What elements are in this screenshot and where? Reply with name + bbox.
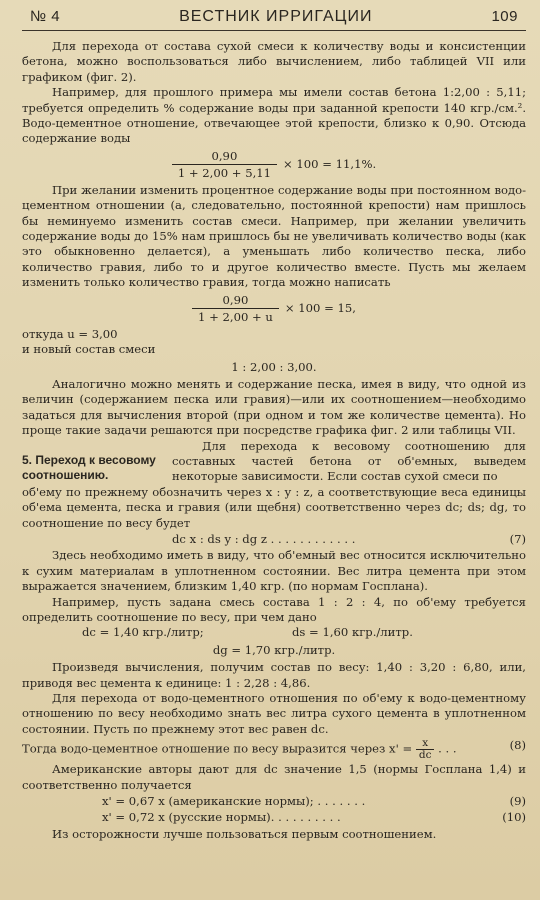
density-values-row	[22, 625, 526, 640]
density-gravel: dg = 1,70 кгр./литр.	[212, 642, 336, 657]
page-header	[22, 6, 526, 31]
equation-8-number: (8)	[509, 738, 526, 753]
section-5	[22, 439, 526, 485]
paragraph-1: Для перехода от состава сухой смеси к количеству воды и консистенции бетона, можно воспользоваться либо вычислением, либо таблицей VII или графиком (фиг. 2).	[22, 39, 526, 84]
paragraph-3: При желании изменить процентное содержание воды при постоянном водо-цементном отношении (а, следовательно, постоянной крепости) нам пришлось бы неминуемо изменить состав смеси. Например, при желании увеличить содержание воды до 15% нам пришлось бы не увеличивать количество воды (как это обыкновенно делается), а уменьшать либо количество песка, либо количество гравия, либо то и другое количество вместе. Пусть мы желаем изменить только количество гравия, тогда можно написать	[22, 182, 526, 290]
equation-10-expr: x' = 0,72 x (русские нормы). . . . . . . . . .	[102, 810, 341, 825]
equation-8-text: Тогда водо-цементное отношение по весу выразится через x' =	[22, 741, 413, 756]
paragraph-10: Американские авторы дают для dc значение 1,5 (нормы Госплана 1,4) и соответственно получается	[22, 762, 526, 792]
line-new-mix: и новый состав смеси	[22, 342, 156, 357]
paragraph-6: Здесь необходимо иметь в виду, что об'емный вес относится исключительно к сухим материалам в уплотненном состоянии. Вес литра цемента при этом выражается значением, близким 1,40 кгр. (по нормам Госплана).	[22, 548, 526, 594]
equation-10	[22, 810, 526, 825]
formula-numerator: 0,90	[222, 292, 249, 307]
formula-denominator: 1 + 2,00 + u	[192, 308, 279, 324]
equation-9	[22, 794, 526, 809]
section-5-heading: 5. Переход к весовому соотношению.	[22, 452, 156, 482]
formula-denominator: 1 + 2,00 + 5,11	[172, 164, 277, 180]
formula-water-content	[22, 149, 526, 180]
paragraph-9: Для перехода от водо-цементного отношения по об'ему к водо-цементному отношению по весу необходимо знать вес литра сухого цемента в уплотненном состоянии. Пусть по прежнему этот вес равен dc.	[22, 691, 526, 736]
equation-10-number: (10)	[502, 810, 526, 825]
equation-7-number: (7)	[509, 531, 526, 546]
formula-result: × 100 = 15,	[284, 301, 356, 316]
density-cement: dc = 1,40 кгр./литр;	[82, 625, 204, 640]
section-5-intro: Для перехода к весовому соотношению для составных частей бетона от об'емных, выведем некоторые зависимости. Если состав сухой смеси по	[172, 438, 526, 484]
equation-8-dots: . . .	[438, 741, 457, 756]
density-sand: ds = 1,60 кгр./литр.	[292, 625, 413, 640]
paragraph-11: Из осторожности лучше пользоваться первым соотношением.	[52, 826, 437, 841]
page-number: 109	[491, 8, 518, 25]
issue-number: № 4	[30, 8, 61, 25]
equation-9-expr: x' = 0,67 x (американские нормы); . . . . . . .	[102, 794, 366, 809]
paragraph-5: об'ему по прежнему обозначить через x : y : z, а соответствующие веса единицы об'ема цемента, песка и гравия (или щебня) соответственно через dc; ds; dg, то соотношение по весу будет	[22, 484, 526, 530]
formula-result: × 100 = 11,1%.	[283, 157, 377, 172]
equation-8	[22, 738, 526, 761]
formula-numerator: 0,90	[211, 148, 238, 163]
new-mix-ratio: 1 : 2,00 : 3,00.	[231, 359, 317, 374]
paragraph-8: Произведя вычисления, получим состав по весу: 1,40 : 3,20 : 6,80, или, приводя вес цемента к единице: 1 : 2,28 : 4,86.	[22, 660, 526, 690]
equation-9-number: (9)	[509, 794, 526, 809]
paragraph-2: Например, для прошлого примера мы имели состав бетона 1:2,00 : 5,11; требуется определить % содержание воды при заданной крепости 140 кгр./см.². Водо-цементное отношение, отвечающее этой крепости, близко к 0,90. Отсюда содержание воды	[22, 85, 526, 146]
line-u-value: откуда u = 3,00	[22, 326, 118, 341]
paragraph-4: Аналогично можно менять и содержание песка, имея в виду, что одной из величин (содержанием песка или гравия)—или их соотношением—необходимо задаться для вычисления второй (при одном и том же количестве цемента). Но проще такие задачи решаются при посредстве графика фиг. 2 или таблицы VII.	[22, 376, 526, 438]
equation-7-expr: dc x : ds y : dg z . . . . . . . . . . . .	[172, 531, 356, 546]
formula-gravel	[22, 293, 526, 324]
equation-8-fraction: $\frac{x}{dc}$	[416, 738, 435, 761]
equation-7	[22, 532, 526, 547]
journal-title: ВЕСТНИК ИРРИГАЦИИ	[179, 8, 373, 25]
paragraph-7: Например, пусть задана смесь состава 1 : 2 : 4, по об'ему требуется определить соотношение по весу, при чем дано	[22, 594, 526, 624]
